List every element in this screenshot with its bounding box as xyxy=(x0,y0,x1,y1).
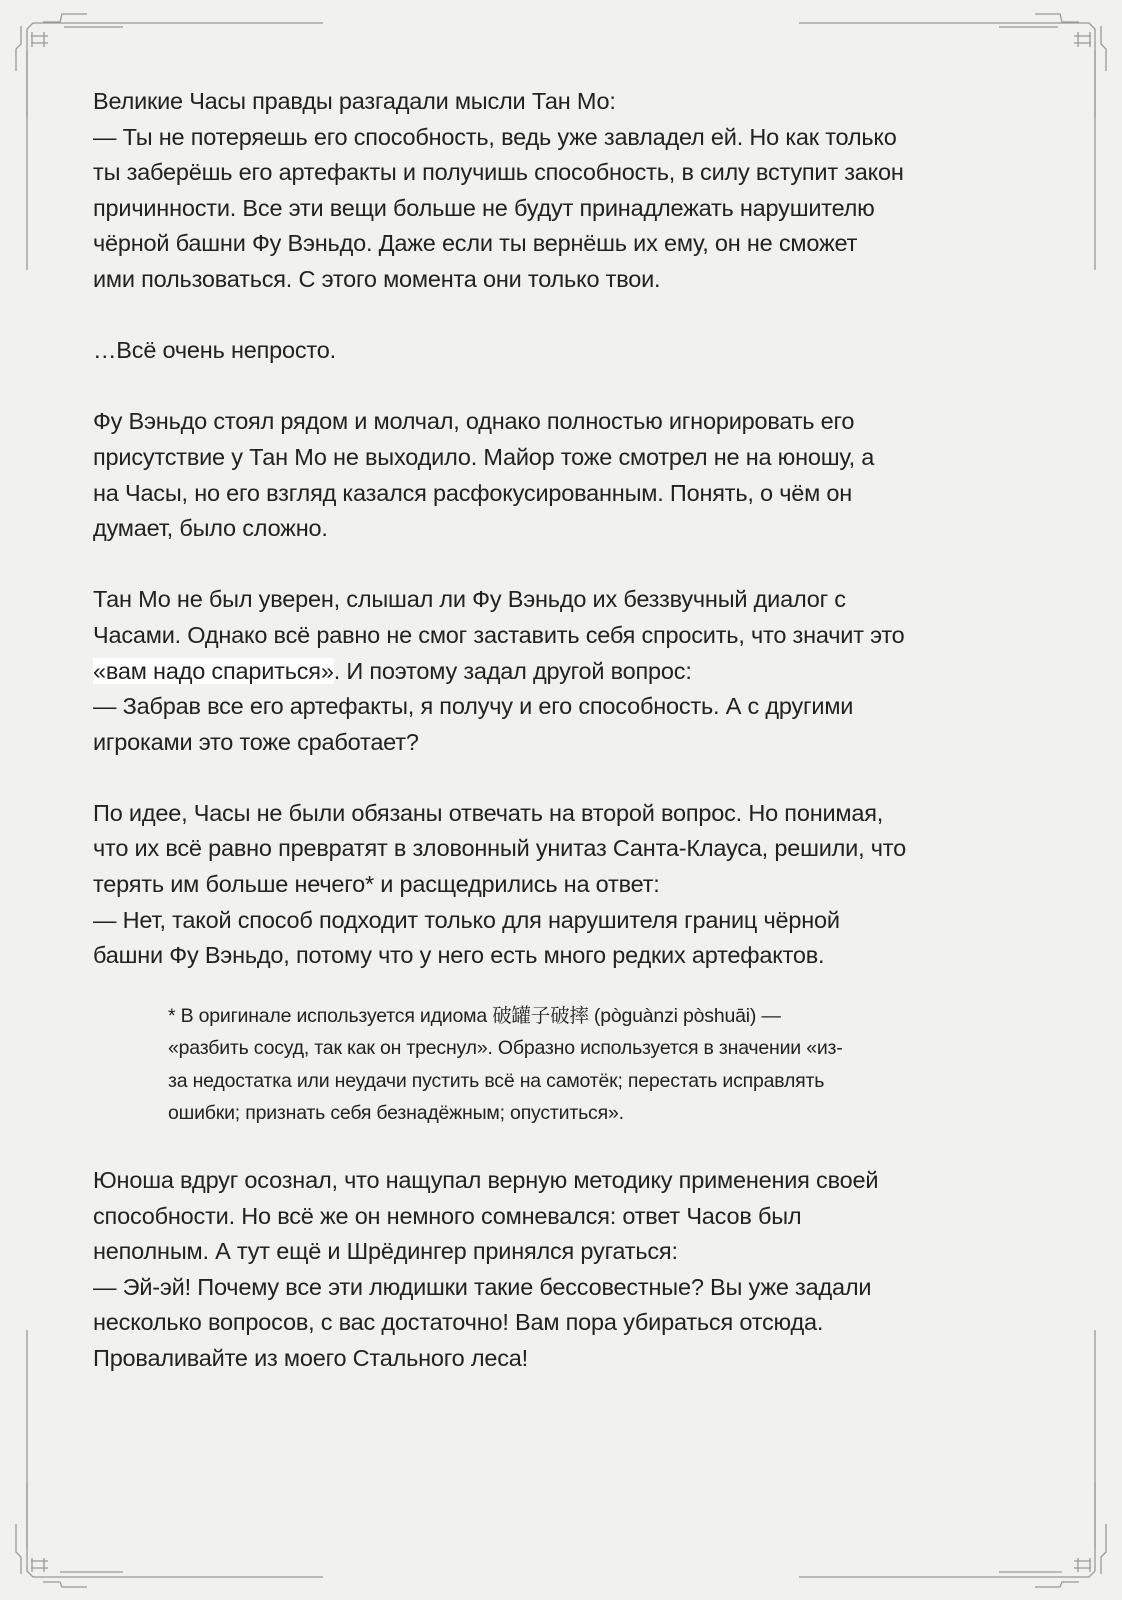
text-line: Проваливайте из моего Стального леса! xyxy=(93,1344,528,1371)
text-line: Фу Вэньдо стоял рядом и молчал, однако полностью игнорировать его xyxy=(93,408,855,435)
text-line: — Ты не потеряешь его способность, ведь уже завладел ей. Но как только xyxy=(93,123,897,150)
text-line xyxy=(93,654,1033,690)
text-line: несколько вопросов, с вас достаточно! Вам пора убираться отсюда. xyxy=(93,1309,824,1336)
text-line: неполным. А тут ещё и Шрёдингер принялся ругаться: xyxy=(93,1238,678,1265)
paragraph xyxy=(93,582,1033,760)
highlighted-quote: «вам надо спариться» xyxy=(93,657,334,684)
text-line: игроками это тоже сработает? xyxy=(93,728,419,755)
footnote-line: за недостатка или неудачи пустить всё на самотёк; перестать исправлять xyxy=(168,1069,825,1092)
text-line: ими пользоваться. С этого момента они только твои. xyxy=(93,265,661,292)
text-line: терять им больше нечего* и расщедрились на ответ: xyxy=(93,871,660,898)
text-line: — Нет, такой способ подходит только для нарушителя границ чёрной xyxy=(93,906,840,933)
text-line: ты заберёшь его артефакты и получишь способность, в силу вступит закон xyxy=(93,159,904,186)
text-line: Юноша вдруг осознал, что нащупал верную методику применения своей xyxy=(93,1167,879,1193)
text-line: — Эй-эй! Почему все эти людишки такие бессовестные? Вы уже задали xyxy=(93,1273,872,1300)
text-fragment: . И поэтому задал другой вопрос: xyxy=(333,657,692,684)
text-line: на Часы, но его взгляд казался расфокусированным. Понять, о чём он xyxy=(93,479,853,506)
text-line: башни Фу Вэньдо, потому что у него есть много редких артефактов. xyxy=(93,942,825,969)
text-line: способности. Но всё же он немного сомневался: ответ Часов был xyxy=(93,1202,802,1229)
footnote xyxy=(168,1000,1028,1129)
paragraph xyxy=(93,333,1033,369)
text-line: чёрной башни Фу Вэньдо. Даже если ты вернёшь их ему, он не сможет xyxy=(93,230,858,257)
text-line: Великие Часы правды разгадали мысли Тан Мо: xyxy=(93,88,616,114)
paragraph xyxy=(93,84,1033,298)
paragraph xyxy=(93,404,1033,546)
footnote-line: ошибки; признать себя безнадёжным; опуститься». xyxy=(168,1101,624,1124)
footnote-line: «разбить сосуд, так как он треснул». Образно используется в значении «из- xyxy=(168,1037,843,1060)
text-line: — Забрав все его артефакты, я получу и его способность. А с другими xyxy=(93,693,854,720)
text-line: причинности. Все эти вещи больше не будут принадлежать нарушителю xyxy=(93,194,875,221)
text-line: присутствие у Тан Мо не выходило. Майор тоже смотрел не на юношу, а xyxy=(93,443,875,470)
closing-paragraph xyxy=(93,1163,1033,1377)
paragraph xyxy=(93,796,1033,974)
footnote-line: * В оригинале используется идиома 破罐子破摔 (pòguànzi pòshuāi) — xyxy=(168,1005,781,1027)
main-text xyxy=(93,84,1033,974)
text-line: думает, было сложно. xyxy=(93,515,328,542)
text-line: Часами. Однако всё равно не смог заставить себя спросить, что значит это xyxy=(93,621,905,648)
text-line: что их всё равно превратят в зловонный унитаз Санта-Клауса, решили, что xyxy=(93,835,906,862)
text-line: …Всё очень непросто. xyxy=(93,337,336,364)
text-line: По идее, Часы не были обязаны отвечать на второй вопрос. Но понимая, xyxy=(93,799,884,826)
text-line: Тан Мо не был уверен, слышал ли Фу Вэньдо их беззвучный диалог с xyxy=(93,586,846,613)
